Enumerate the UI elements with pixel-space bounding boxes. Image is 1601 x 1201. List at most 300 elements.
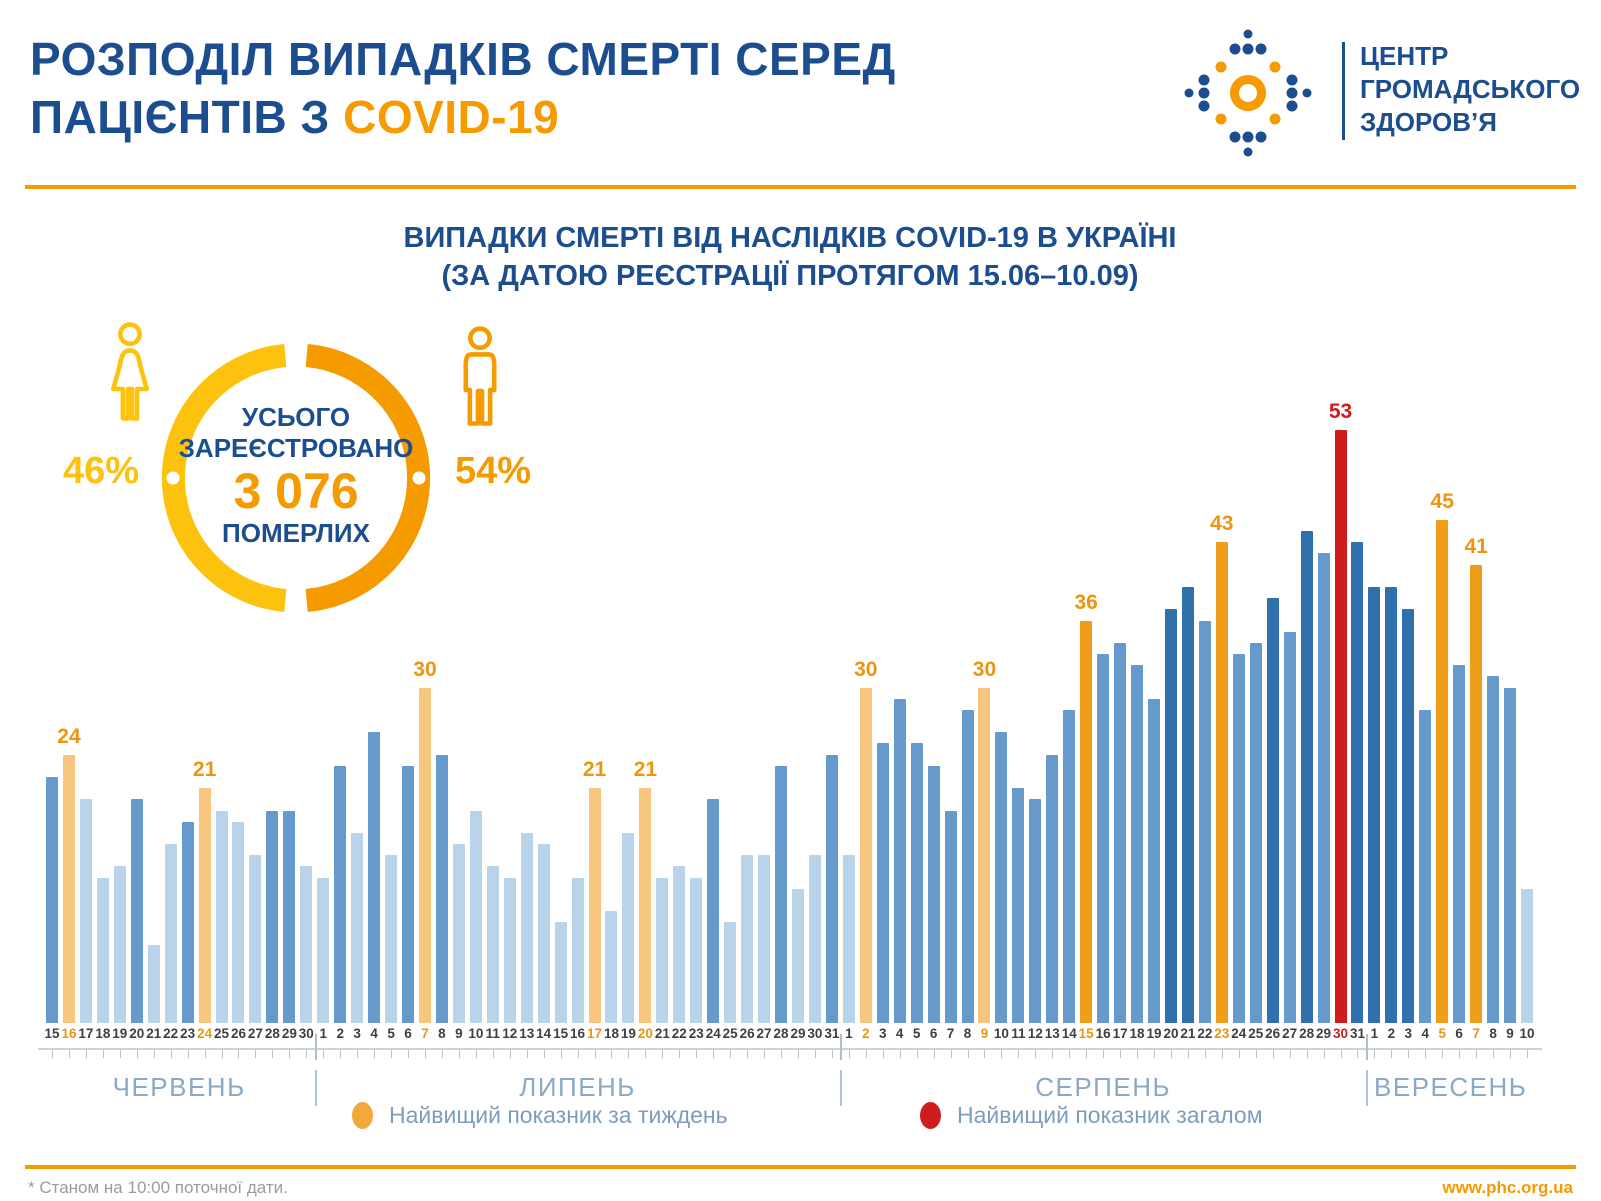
axis-tick [188,1050,189,1058]
header-rule [25,185,1576,189]
axis-tick [1018,1050,1019,1058]
axis-tick [1307,1050,1308,1058]
bar [63,755,75,1023]
axis-tick [1001,1050,1002,1058]
week-max-label: Найвищий показник за тиждень [389,1102,728,1128]
date-label: 3 [353,1026,361,1041]
bar [622,833,634,1023]
date-label: 15 [1078,1026,1094,1041]
bar [894,699,906,1023]
bar [453,844,465,1023]
date-label: 16 [570,1026,586,1041]
date-label: 16 [1095,1026,1111,1041]
axis-tick [1425,1050,1426,1058]
date-label: 3 [1404,1026,1413,1041]
axis-tick [951,1050,952,1058]
month-divider [840,1070,842,1106]
date-label: 8 [438,1026,446,1041]
bar [216,811,228,1023]
bar [1012,788,1024,1023]
axis-tick [476,1050,477,1058]
bar [1165,609,1177,1023]
date-label: 18 [95,1026,111,1041]
axis-tick [1476,1050,1477,1058]
axis-tick [1290,1050,1291,1058]
bar-value-label: 21 [633,758,658,781]
axis-tick [1188,1050,1189,1058]
axis-tick [1493,1050,1494,1058]
date-label: 31 [824,1026,840,1041]
bar [1436,520,1448,1023]
footer-rule [25,1165,1576,1169]
date-label: 25 [722,1026,738,1041]
axis-tick [611,1050,612,1058]
bar [1504,688,1516,1023]
overall-max-dot-icon [920,1102,941,1129]
axis-tick [1035,1050,1036,1058]
date-label: 1 [1370,1026,1379,1041]
chart-subtitle: (ЗА ДАТОЮ РЕЄСТРАЦІЇ ПРОТЯГОМ 15.06–10.09) [441,260,1139,292]
bar-value-label: 36 [1074,591,1098,614]
axis-tick [86,1050,87,1058]
bar [572,878,584,1023]
bar [1453,665,1465,1023]
date-label: 5 [912,1026,921,1041]
date-label: 8 [963,1026,972,1041]
date-label: 13 [519,1026,535,1041]
bar-value-label: 24 [57,725,81,748]
date-label: 18 [1129,1026,1145,1041]
bar [521,833,533,1023]
axis-tick [442,1050,443,1058]
bar-value-label: 41 [1464,535,1488,558]
date-label: 23 [180,1026,196,1041]
date-label: 7 [946,1026,955,1041]
total-caption-2: ЗАРЕЄСТРОВАНО [178,433,414,463]
bar [419,688,431,1023]
axis-tick [832,1050,833,1058]
axis-tick [1341,1050,1342,1058]
date-label: 18 [603,1026,619,1041]
month-label: ЛИПЕНЬ [519,1072,636,1102]
date-label: 30 [298,1026,314,1041]
bar [504,878,516,1023]
date-label: 5 [1438,1026,1446,1041]
axis-tick [866,1050,867,1058]
date-label: 29 [1316,1026,1332,1041]
bar [1335,430,1347,1023]
bar [1368,587,1380,1023]
axis-tick [849,1050,850,1058]
axis-tick [934,1050,935,1058]
date-label: 31 [1349,1026,1365,1041]
axis-tick [120,1050,121,1058]
bar [199,788,211,1023]
bar [1148,699,1160,1023]
bar [148,945,160,1023]
axis-tick [493,1050,494,1058]
bar [707,799,719,1023]
page-title [30,30,1130,146]
month-boundary-tick [840,1034,842,1060]
axis-tick [1222,1050,1223,1058]
overall-max-label: Найвищий показник загалом [957,1102,1263,1128]
date-label: 4 [370,1026,378,1041]
total-count: 3 076 [233,463,359,519]
axis-tick [272,1050,273,1058]
legend-week-max [352,1102,728,1129]
bar [1470,565,1482,1023]
month-boundary-tick [315,1034,317,1060]
bar [656,878,668,1023]
date-label: 20 [637,1026,653,1041]
bar [1080,621,1092,1023]
bar [792,889,804,1023]
axis-tick [69,1050,70,1058]
page-title-line2: ПАЦІЄНТІВ З COVID-19 [30,91,560,143]
bar [1487,676,1499,1023]
date-label: 2 [1387,1026,1396,1041]
bar-value-label: 30 [413,658,437,681]
date-label: 21 [654,1026,670,1041]
axis-tick [255,1050,256,1058]
date-label: 2 [862,1026,870,1041]
axis-tick [1510,1050,1511,1058]
date-label: 6 [929,1026,938,1041]
bar [1046,755,1058,1023]
bar [232,822,244,1023]
date-label: 28 [264,1026,280,1041]
bar-value-label: 21 [582,758,607,781]
bar [995,732,1007,1023]
axis-tick [391,1050,392,1058]
axis-tick [815,1050,816,1058]
date-label: 1 [845,1026,853,1041]
bar [1131,665,1143,1023]
axis-tick [1052,1050,1053,1058]
bar [1419,710,1431,1023]
date-label: 27 [1282,1026,1298,1041]
axis-tick [357,1050,358,1058]
donut-center-text [176,402,416,549]
axis-tick [1273,1050,1274,1058]
date-label: 5 [387,1026,395,1041]
date-label: 12 [502,1026,518,1041]
date-label: 21 [146,1026,162,1041]
bar [1402,609,1414,1023]
logo-text: ЦЕНТР ГРОМАДСЬКОГО ЗДОРОВ’Я [1360,41,1581,137]
axis-tick [1069,1050,1070,1058]
bar [131,799,143,1023]
bar [114,866,126,1023]
axis-tick [1408,1050,1409,1058]
axis-tick [459,1050,460,1058]
date-label: 4 [1421,1026,1430,1041]
date-label: 28 [1299,1026,1315,1041]
total-caption-3: ПОМЕРЛИХ [222,518,370,548]
bar-value-label: 30 [854,658,878,681]
date-label: 6 [404,1026,412,1041]
bar [741,855,753,1023]
bar [368,732,380,1023]
bar [673,866,685,1023]
axis-tick [645,1050,646,1058]
axis-tick [1459,1050,1460,1058]
bar [249,855,261,1023]
date-label: 28 [773,1026,789,1041]
logo-divider [1342,42,1345,140]
footer-link[interactable]: www.phc.org.ua [1442,1178,1573,1197]
axis-tick [1391,1050,1392,1058]
bar-value-label: 43 [1210,512,1234,535]
male-percentage: 54% [454,450,532,492]
legend-overall-max [920,1102,1263,1129]
date-label: 29 [281,1026,297,1041]
page-title-line1: РОЗПОДІЛ ВИПАДКІВ СМЕРТІ СЕРЕД [30,33,896,85]
date-label: 9 [1506,1026,1514,1041]
date-label: 27 [756,1026,772,1041]
bar [1301,531,1313,1023]
axis-tick [1086,1050,1087,1058]
date-label: 24 [1231,1026,1247,1041]
bar-value-label: 30 [972,658,997,681]
date-label: 26 [739,1026,755,1041]
bar [1521,889,1533,1023]
month-label: ВЕРЕСЕНЬ [1374,1072,1528,1102]
female-percentage: 46% [62,450,140,492]
axis-tick [917,1050,918,1058]
date-label: 3 [878,1026,887,1041]
date-label: 22 [1197,1026,1213,1041]
bar [165,844,177,1023]
bar [1063,710,1075,1023]
bar [877,743,889,1023]
date-label: 1 [319,1026,327,1041]
date-label: 14 [1061,1026,1077,1041]
bar [1199,621,1211,1023]
axis-tick [1527,1050,1528,1058]
bar-value-label: 45 [1430,490,1454,513]
date-label: 21 [1180,1026,1196,1041]
bar [266,811,278,1023]
axis-tick [222,1050,223,1058]
axis-tick [306,1050,307,1058]
axis-tick [883,1050,884,1058]
axis-tick [52,1050,53,1058]
axis-tick [1205,1050,1206,1058]
axis-ruler [38,1048,1542,1050]
axis-tick [1137,1050,1138,1058]
month-divider [315,1070,317,1106]
axis-tick [527,1050,528,1058]
date-label: 29 [790,1026,806,1041]
bar [487,866,499,1023]
bar [1216,542,1228,1023]
bar [80,799,92,1023]
date-label: 22 [671,1026,687,1041]
phc-logo-icon [1148,15,1348,175]
date-label: 14 [536,1026,552,1041]
bar [962,710,974,1023]
covid-highlight: COVID-19 [343,91,560,143]
axis-tick [289,1050,290,1058]
bar [809,855,821,1023]
axis-tick [323,1050,324,1058]
bar [182,822,194,1023]
date-label: 19 [620,1026,636,1041]
bar [1318,553,1330,1023]
bar [758,855,770,1023]
total-caption-1: УСЬОГО [241,402,351,432]
date-label: 23 [1214,1026,1230,1041]
axis-tick [544,1050,545,1058]
male-icon [435,326,525,458]
axis-tick [595,1050,596,1058]
bar [555,922,567,1023]
axis-tick [968,1050,969,1058]
bar [351,833,363,1023]
date-label: 20 [1163,1026,1179,1041]
date-label: 13 [1044,1026,1060,1041]
date-label: 2 [336,1026,344,1041]
axis-tick [1324,1050,1325,1058]
bar [826,755,838,1023]
axis-tick [1171,1050,1172,1058]
date-label: 7 [421,1026,429,1041]
bar [1250,643,1262,1023]
month-label: ЧЕРВЕНЬ [112,1072,246,1102]
axis-tick [730,1050,731,1058]
bar [300,866,312,1023]
axis-tick [374,1050,375,1058]
axis-tick [561,1050,562,1058]
bar [1385,587,1397,1023]
date-label: 9 [455,1026,463,1041]
bar [1284,632,1296,1023]
axis-tick [425,1050,426,1058]
axis-tick [408,1050,409,1058]
date-label: 24 [197,1026,213,1041]
axis-tick [679,1050,680,1058]
bar [402,766,414,1023]
bar [46,777,58,1023]
bar [317,878,329,1023]
date-label: 10 [468,1026,484,1041]
date-label: 30 [1332,1026,1349,1041]
axis-tick [713,1050,714,1058]
axis-tick [1239,1050,1240,1058]
date-label: 27 [247,1026,263,1041]
axis-tick [798,1050,799,1058]
date-label: 11 [1011,1026,1026,1041]
axis-tick [205,1050,206,1058]
bar [639,788,651,1023]
date-label: 16 [61,1026,77,1041]
axis-tick [137,1050,138,1058]
axis-tick [1357,1050,1358,1058]
bar [911,743,923,1023]
bar [589,788,601,1023]
bar [470,811,482,1023]
axis-tick [1256,1050,1257,1058]
bar [436,755,448,1023]
axis-tick [1374,1050,1375,1058]
date-label: 15 [553,1026,569,1041]
axis-tick [510,1050,511,1058]
date-label: 6 [1455,1026,1463,1041]
bar [97,878,109,1023]
bar [1114,643,1126,1023]
date-label: 24 [705,1026,721,1041]
bar [1097,654,1109,1023]
bar [1351,542,1363,1023]
date-label: 22 [163,1026,179,1041]
axis-tick [662,1050,663,1058]
axis-tick [1120,1050,1121,1058]
date-label: 12 [1027,1026,1043,1041]
date-label: 17 [1112,1026,1128,1041]
month-label: СЕРПЕНЬ [1035,1072,1172,1102]
axis-tick [1442,1050,1443,1058]
bar [334,766,346,1023]
week-max-dot-icon [352,1102,373,1129]
bar [690,878,702,1023]
footer-note: * Станом на 10:00 поточної дати. [28,1178,288,1197]
date-label: 26 [1265,1026,1281,1041]
axis-tick [628,1050,629,1058]
bar [945,811,957,1023]
bar [775,766,787,1023]
date-label: 11 [485,1026,500,1041]
bar [385,855,397,1023]
axis-tick [900,1050,901,1058]
axis-tick [747,1050,748,1058]
date-label: 7 [1472,1026,1480,1041]
date-label: 9 [980,1026,989,1041]
date-label: 10 [1519,1026,1535,1041]
bar [538,844,550,1023]
axis-tick [578,1050,579,1058]
bar [843,855,855,1023]
date-label: 8 [1489,1026,1497,1041]
axis-tick [1103,1050,1104,1058]
date-label: 19 [112,1026,128,1041]
bar-value-label: 21 [192,758,217,781]
chart-title: ВИПАДКИ СМЕРТІ ВІД НАСЛІДКІВ COVID-19 В УКРАЇНІ [403,222,1177,254]
axis-tick [984,1050,985,1058]
date-label: 15 [44,1026,60,1041]
bar [928,766,940,1023]
date-label: 25 [1248,1026,1264,1041]
date-label: 17 [587,1026,603,1041]
axis-tick [154,1050,155,1058]
bar [1233,654,1245,1023]
date-label: 30 [807,1026,823,1041]
axis-tick [340,1050,341,1058]
bar [1029,799,1041,1023]
bar [978,688,990,1023]
date-label: 4 [895,1026,904,1041]
axis-tick [696,1050,697,1058]
axis-tick [238,1050,239,1058]
bar [724,922,736,1023]
date-label: 10 [993,1026,1009,1041]
bar [1267,598,1279,1023]
bar [1182,587,1194,1023]
date-label: 19 [1146,1026,1162,1041]
date-label: 20 [129,1026,145,1041]
date-label: 26 [230,1026,246,1041]
